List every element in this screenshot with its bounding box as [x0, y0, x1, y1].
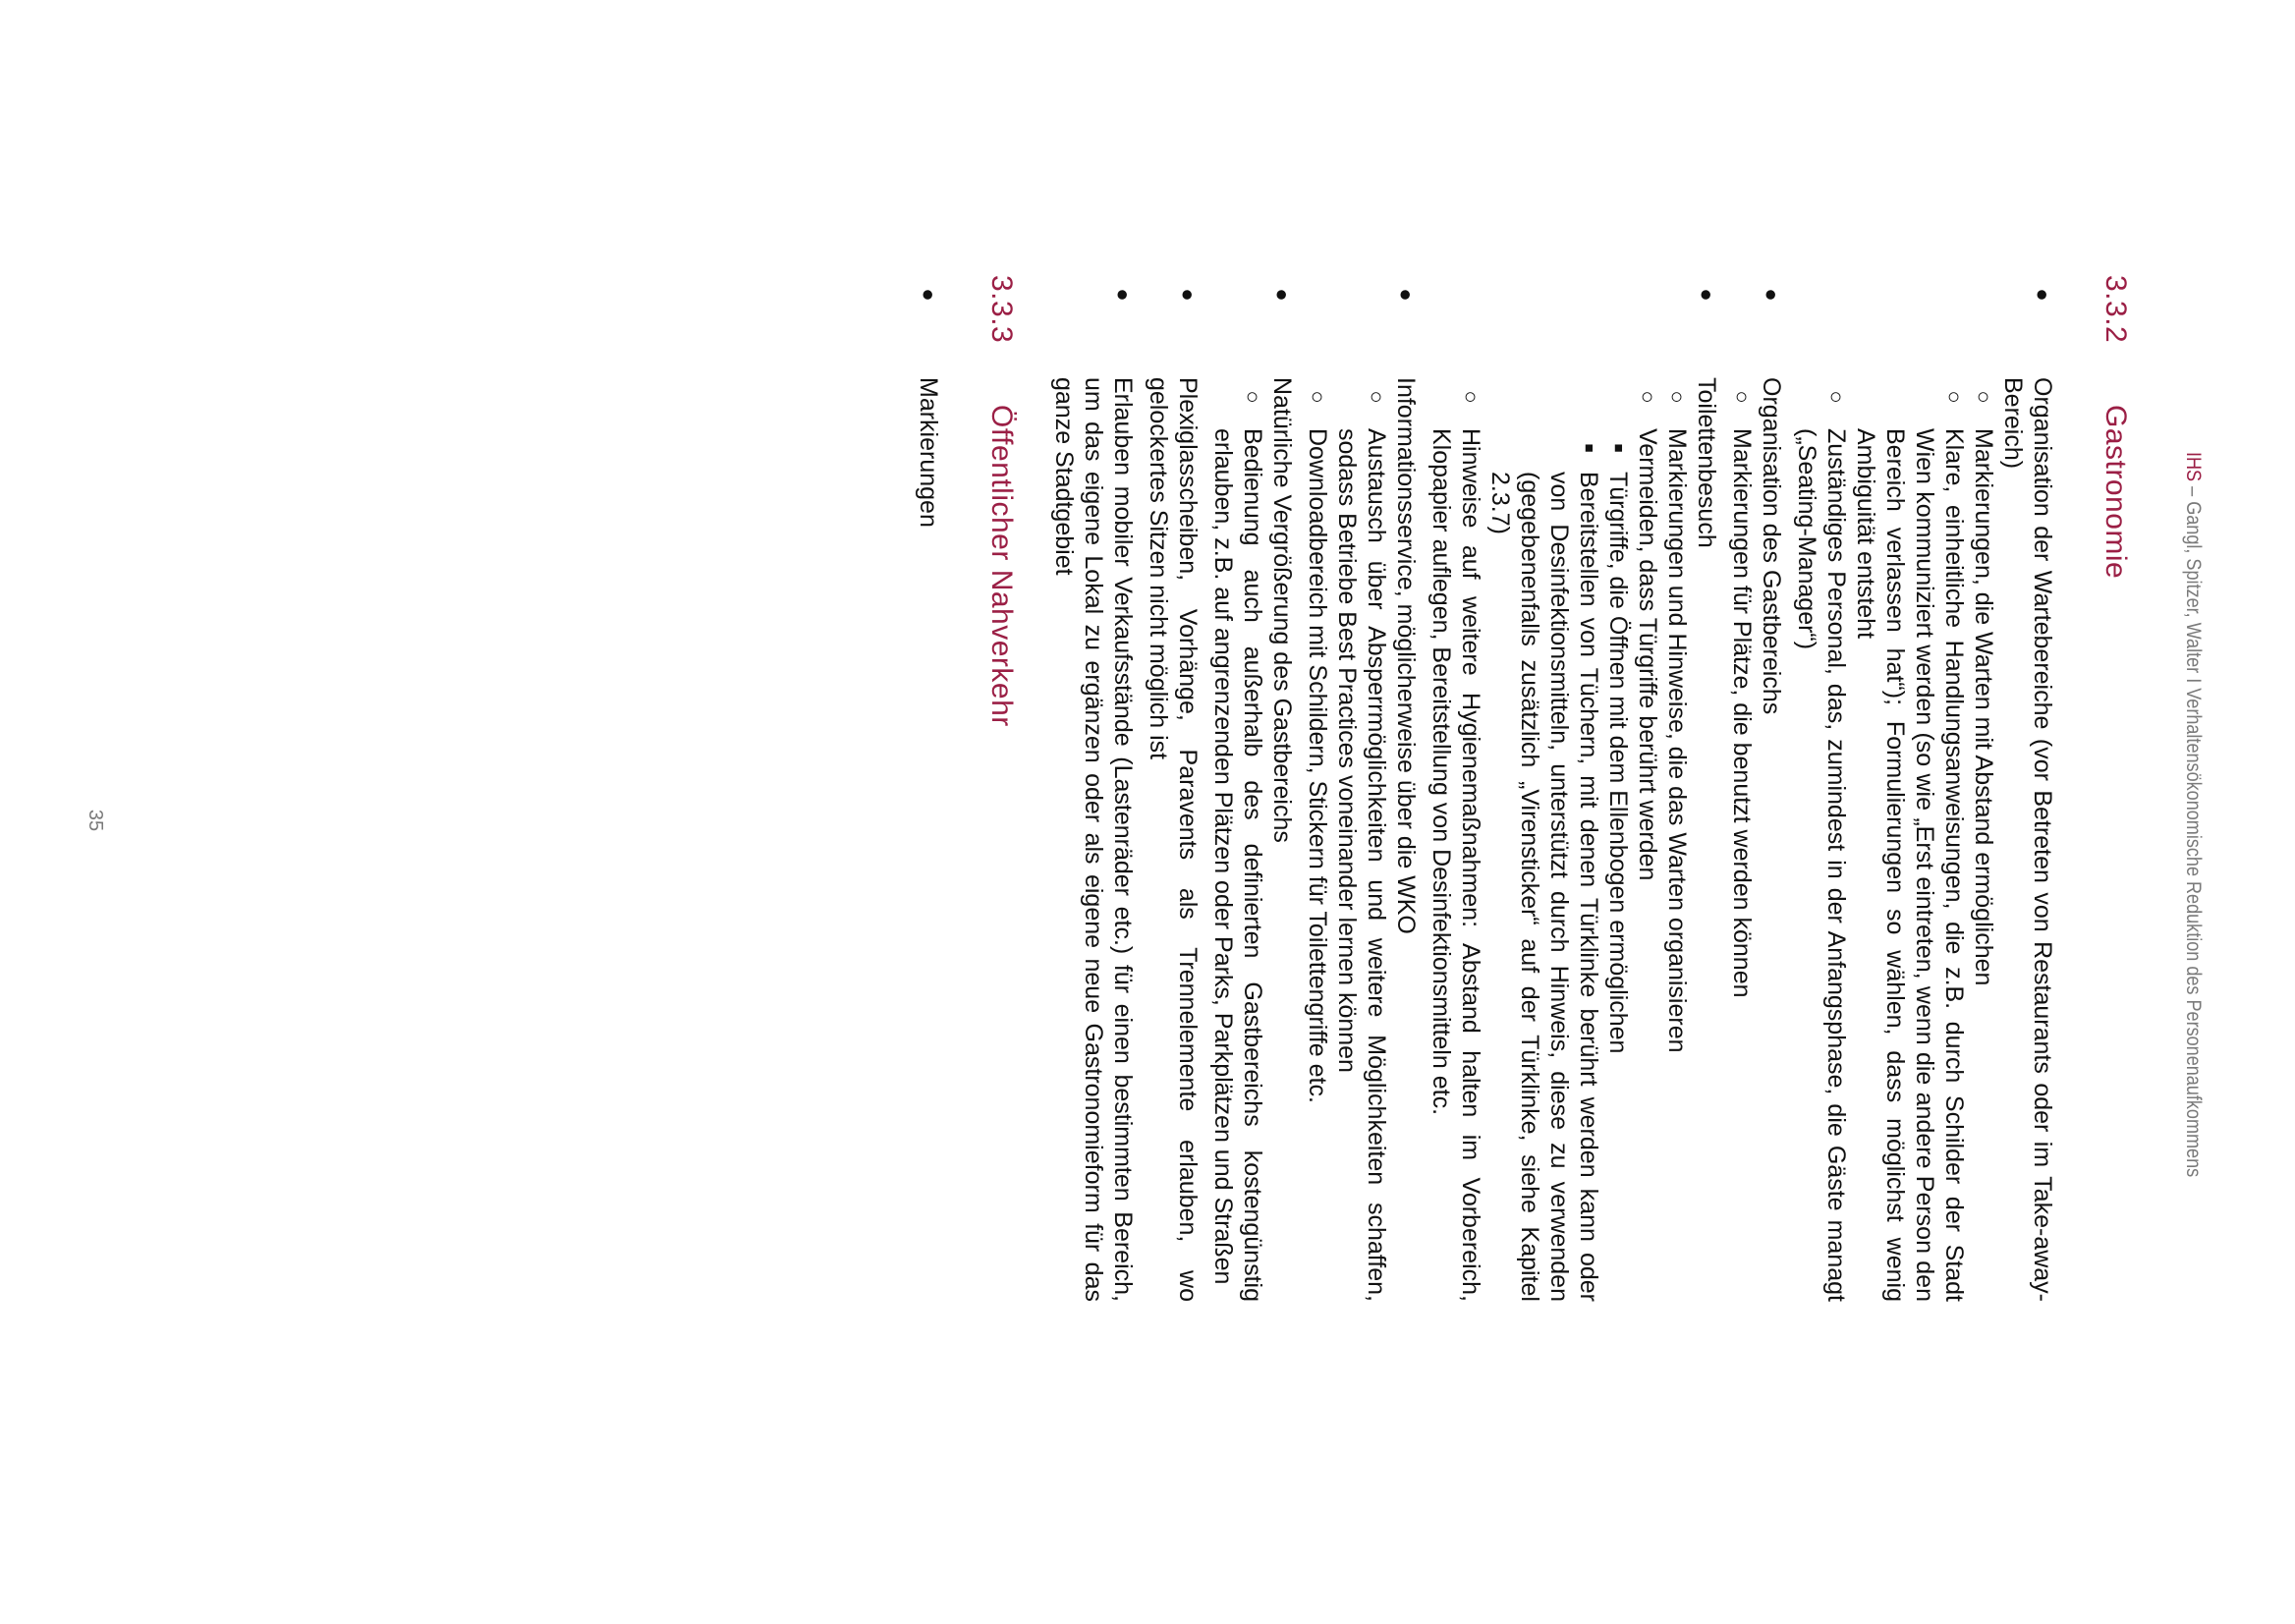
- section-title: Gastronomie: [2099, 405, 2132, 580]
- sub-list: [1303, 377, 1391, 1302]
- sub-list-item: [1851, 377, 1969, 1302]
- bullet-square-icon: ■: [1610, 443, 1627, 453]
- header-text: – Gangl, Spitzer, Walter I Verhaltensökonomische Reduktion des Personenaufkommens: [2182, 481, 2205, 1178]
- bullet-circle-icon: ○: [1972, 390, 1996, 404]
- list-item-text: Toilettenbesuch: [1693, 377, 1720, 548]
- sub-list: [1427, 377, 1692, 1302]
- bullet-list: [1049, 275, 2057, 1302]
- bullet-dot-icon: ●: [1111, 288, 1136, 302]
- sub-list-item: [1485, 377, 1662, 1302]
- sub-sub-list: [1485, 428, 1633, 1302]
- sub-list-item: [1332, 377, 1391, 1302]
- bullet-dot-icon: ●: [917, 288, 941, 302]
- list-item: [914, 275, 943, 1302]
- section-number: 3.3.3: [985, 275, 1018, 344]
- sub-list: [1208, 377, 1267, 1302]
- list-item: [1208, 275, 1297, 1302]
- bullet-dot-icon: ●: [1270, 288, 1295, 302]
- bullet-square-icon: ■: [1581, 443, 1597, 453]
- sub-list-item-text: Vermeiden, dass Türgriffe berührt werden: [1634, 428, 1661, 881]
- sub-sub-list-item-text: Bereitstellen von Tüchern, mit denen Türklinke berührt werden kann oder von Desinfektionsmitteln, unterstützt durch Hinweis, diese zu verwenden (gegebenenfalls zusätzlich „Virensticker“ auf der Türklinke, siehe Kapitel 2.3.7): [1486, 472, 1602, 1302]
- running-header: [2181, 452, 2205, 1229]
- list-item-text: Informationsservice, möglicherweise über die WKO: [1392, 377, 1420, 934]
- bullet-circle-icon: ○: [1459, 390, 1483, 404]
- bullet-circle-icon: ○: [1365, 390, 1389, 404]
- sub-list-item: [1427, 377, 1485, 1302]
- sub-list-item: [1969, 377, 1998, 1302]
- sub-list-item: [1792, 377, 1851, 1302]
- bullet-list: [914, 275, 943, 1302]
- sub-list-item-text: Bedienung auch außerhalb des definierten Gastbereichs kostengünstig erlauben, z.B. auf angrenzenden Plätzen oder Parks, Parkplätzen und Straßen: [1209, 428, 1266, 1302]
- document-body: [908, 275, 2130, 1302]
- list-item: [1727, 275, 1786, 1302]
- section-heading: [2100, 275, 2130, 1302]
- sub-list-item: [1208, 377, 1267, 1302]
- bullet-dot-icon: ●: [1176, 288, 1201, 302]
- list-item: [1049, 275, 1138, 1302]
- list-item-text: Natürliche Vergrößerung des Gastbereichs: [1268, 377, 1296, 843]
- bullet-dot-icon: ●: [1695, 288, 1719, 302]
- sub-sub-list-item: [1603, 428, 1633, 1302]
- sub-list: [1792, 377, 1998, 1302]
- sub-sub-list-item: [1485, 428, 1603, 1302]
- sub-list-item: [1727, 377, 1757, 1302]
- sub-list-item-text: Markierungen für Plätze, die benutzt werden können: [1728, 428, 1756, 998]
- bullet-circle-icon: ○: [1636, 390, 1660, 404]
- section-title: Öffentlicher Nahverkehr: [985, 405, 1018, 727]
- list-item-text: Markierungen: [915, 377, 942, 528]
- list-item: [1792, 275, 2057, 1302]
- sub-list-item-text: Markierungen, die Warten mit Abstand ermöglichen: [1970, 428, 1997, 986]
- list-item-text: Organisation des Gastbereichs: [1758, 377, 1785, 715]
- header-brand: IHS: [2182, 452, 2205, 482]
- list-item: [1303, 275, 1421, 1302]
- sub-list-item-text: Klare, einheitliche Handlungsanweisungen, die z.B. durch Schilder der Stadt Wien kommuniziert werden (so wie „Erst eintreten, wenn die andere Person den Bereich verlassen hat“); Formulierungen so wählen, dass möglichst wenig Ambiguität entsteht: [1852, 428, 1968, 1302]
- sub-list-item-text: Zuständiges Personal, das, zumindest in der Anfangsphase, die Gäste managt („Seating-Manager“): [1793, 428, 1850, 1302]
- section-number: 3.3.2: [2099, 275, 2132, 344]
- page-number: 35: [84, 809, 106, 832]
- sub-list-item-text: Austausch über Absperrmöglichkeiten und weitere Möglichkeiten schaffen, sodass Betriebe Best Practices voneinander lernen können: [1333, 428, 1390, 1302]
- bullet-dot-icon: ●: [1394, 288, 1419, 302]
- sub-list-item-text: Markierungen und Hinweise, die das Warten organisieren: [1663, 428, 1691, 1053]
- sub-list-item: [1303, 377, 1332, 1302]
- sub-list: [1727, 377, 1757, 1302]
- list-item-text: Erlauben mobiler Verkaufsstände (Lastenräder etc.) für einen bestimmten Bereich, um das eigene Lokal zu ergänzen oder als eigene neue Gastronomieform für das ganze Stadtgebiet: [1050, 377, 1137, 1302]
- sub-list-item-text: Hinweise auf weitere Hygienemaßnahmen: Abstand halten im Vorbereich, Klopapier auflegen, Bereitstellung von Desinfektionsmitteln etc.: [1427, 428, 1484, 1302]
- list-item-text: Plexiglasscheiben, Vorhänge, Paravents als Trennelemente erlauben, wo gelockertes Sitzen nicht möglich ist: [1145, 377, 1202, 1302]
- bullet-circle-icon: ○: [1241, 390, 1265, 404]
- bullet-circle-icon: ○: [1942, 390, 1967, 404]
- sub-list-item-text: Downloadbereich mit Schildern, Stickern für Toilettengriffe etc.: [1304, 428, 1331, 1103]
- bullet-circle-icon: ○: [1730, 390, 1755, 404]
- section-heading: [986, 275, 1016, 1302]
- bullet-circle-icon: ○: [1824, 390, 1849, 404]
- sub-sub-list-item-text: Türgriffe, die Öffnen mit dem Ellenbogen ermöglichen: [1604, 472, 1632, 1054]
- sub-list-item: [1662, 377, 1692, 1302]
- list-item-text: Organisation der Wartebereiche (vor Betreten von Restaurants oder im Take-away-Bereich): [1999, 377, 2056, 1302]
- bullet-dot-icon: ●: [1760, 288, 1784, 302]
- bullet-circle-icon: ○: [1306, 390, 1330, 404]
- list-item: [1144, 275, 1203, 1302]
- bullet-circle-icon: ○: [1665, 390, 1690, 404]
- bullet-dot-icon: ●: [2031, 288, 2055, 302]
- list-item: [1427, 275, 1721, 1302]
